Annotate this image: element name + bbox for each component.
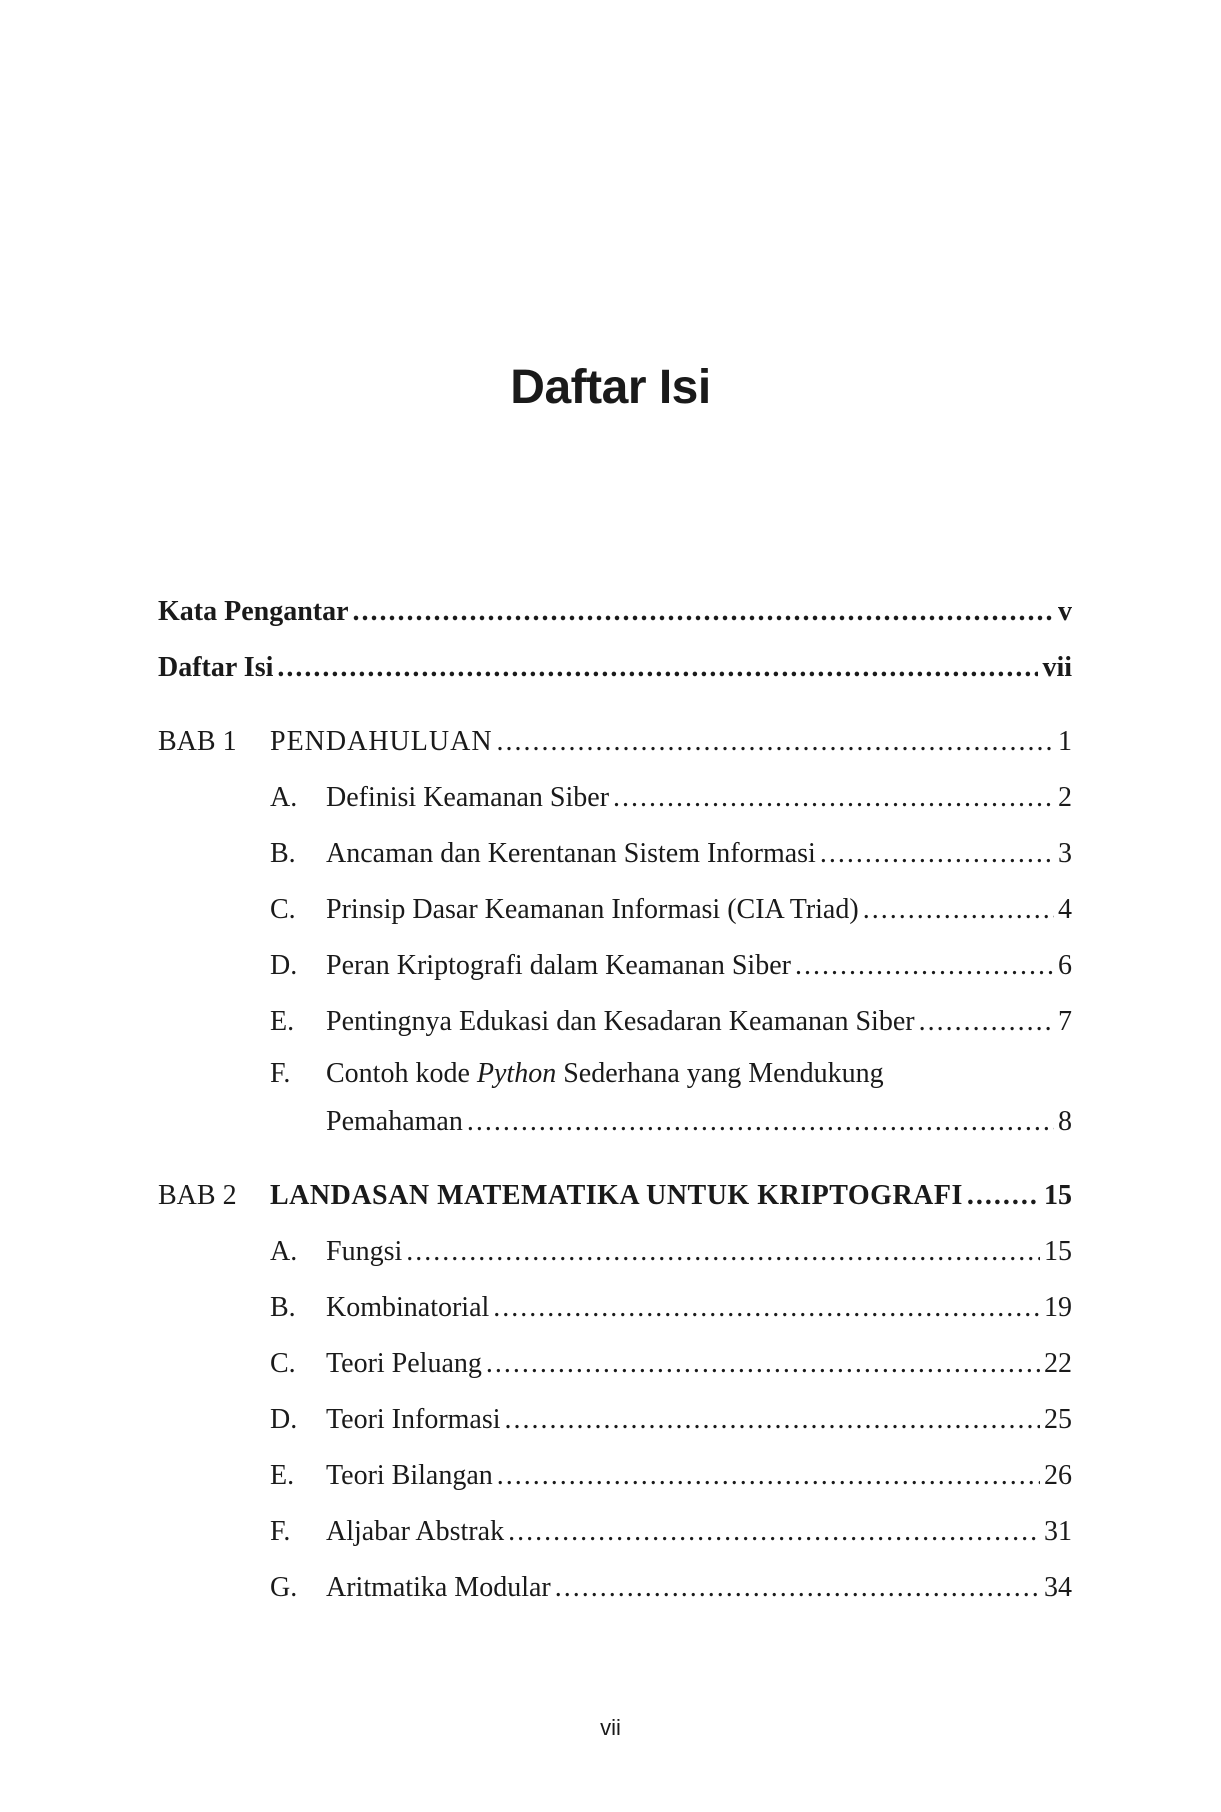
toc-section[interactable] xyxy=(158,1448,1072,1504)
section-label: Aritmatika Modular xyxy=(326,1572,551,1603)
toc-section-multiline-continuation[interactable] xyxy=(158,1098,1072,1146)
section-label: Peran Kriptografi dalam Keamanan Siber xyxy=(326,950,791,981)
dot-leader xyxy=(406,1224,1040,1280)
section-page: 4 xyxy=(1058,894,1072,925)
section-letter: A. xyxy=(270,782,298,813)
chapter-page: 1 xyxy=(1058,726,1072,757)
toc-section[interactable] xyxy=(158,1560,1072,1616)
chapter-number: BAB 1 xyxy=(158,726,237,757)
page-number: vii xyxy=(600,1715,621,1740)
toc-entry-daftar-isi[interactable] xyxy=(158,640,1072,696)
section-page: 31 xyxy=(1044,1516,1072,1547)
section-label: Kombinatorial xyxy=(326,1292,490,1323)
section-page: 19 xyxy=(1044,1292,1072,1323)
section-label: Aljabar Abstrak xyxy=(326,1516,505,1547)
dot-leader xyxy=(508,1504,1040,1560)
section-letter: F. xyxy=(270,1516,291,1547)
toc-section[interactable] xyxy=(158,994,1072,1050)
section-letter: E. xyxy=(270,1006,295,1037)
table-of-contents xyxy=(158,584,1072,1616)
section-page: 22 xyxy=(1044,1348,1072,1379)
section-letter: G. xyxy=(270,1572,298,1603)
dot-leader xyxy=(353,584,1054,640)
section-letter: A. xyxy=(270,1236,298,1267)
section-letter: B. xyxy=(270,1292,296,1323)
chapter-page: 15 xyxy=(1044,1180,1072,1211)
section-letter: C. xyxy=(270,894,296,925)
dot-leader xyxy=(613,770,1054,826)
section-page: 25 xyxy=(1044,1404,1072,1435)
section-letter: C. xyxy=(270,1348,296,1379)
dot-leader xyxy=(486,1336,1040,1392)
dot-leader xyxy=(277,640,1038,696)
toc-chapter-1[interactable] xyxy=(158,714,1072,770)
dot-leader xyxy=(497,1448,1040,1504)
toc-section[interactable] xyxy=(158,938,1072,994)
toc-section[interactable] xyxy=(158,1280,1072,1336)
italic-term: Python xyxy=(476,1058,557,1089)
chapter-title: LANDASAN MATEMATIKA UNTUK KRIPTOGRAFI xyxy=(270,1180,963,1211)
section-page: 26 xyxy=(1044,1460,1072,1491)
dot-leader xyxy=(820,826,1054,882)
chapter-title: PENDAHULUAN xyxy=(270,726,493,757)
dot-leader xyxy=(467,1098,1054,1146)
section-page: 2 xyxy=(1058,782,1072,813)
dot-leader xyxy=(505,1392,1040,1448)
toc-entry-kata-pengantar[interactable] xyxy=(158,584,1072,640)
section-page: 7 xyxy=(1058,1006,1072,1037)
toc-section[interactable] xyxy=(158,1392,1072,1448)
section-label: Contoh kode Python Sederhana yang Mendukung xyxy=(326,1058,884,1089)
section-label: Ancaman dan Kerentanan Sistem Informasi xyxy=(326,838,816,869)
dot-leader xyxy=(863,882,1054,938)
chapter-number: BAB 2 xyxy=(158,1180,237,1211)
dot-leader xyxy=(493,1280,1040,1336)
dot-leader xyxy=(919,994,1054,1050)
toc-entry-label: Kata Pengantar xyxy=(158,596,349,627)
section-label: Definisi Keamanan Siber xyxy=(326,782,610,813)
toc-entry-page: vii xyxy=(1042,652,1072,683)
section-label: Prinsip Dasar Keamanan Informasi (CIA Triad) xyxy=(326,894,859,925)
section-page: 34 xyxy=(1044,1572,1072,1603)
toc-chapter-2[interactable] xyxy=(158,1168,1072,1224)
section-letter: D. xyxy=(270,1404,298,1435)
toc-section[interactable] xyxy=(158,770,1072,826)
section-page: 3 xyxy=(1058,838,1072,869)
section-letter: E. xyxy=(270,1460,295,1491)
dot-leader xyxy=(795,938,1054,994)
toc-section[interactable] xyxy=(158,882,1072,938)
toc-section[interactable] xyxy=(158,1336,1072,1392)
toc-section[interactable] xyxy=(158,1504,1072,1560)
section-label: Fungsi xyxy=(326,1236,403,1267)
section-letter: F. xyxy=(270,1058,291,1089)
section-letter: B. xyxy=(270,838,296,869)
section-label: Pentingnya Edukasi dan Kesadaran Keamanan Siber xyxy=(326,1006,915,1037)
toc-entry-page: v xyxy=(1058,596,1072,627)
section-page: 15 xyxy=(1044,1236,1072,1267)
section-label-continued: Pemahaman xyxy=(326,1106,463,1137)
toc-section[interactable] xyxy=(158,826,1072,882)
section-page: 6 xyxy=(1058,950,1072,981)
toc-section[interactable] xyxy=(158,1224,1072,1280)
section-label: Teori Peluang xyxy=(326,1348,482,1379)
toc-entry-label: Daftar Isi xyxy=(158,652,274,683)
section-page: 8 xyxy=(1058,1106,1072,1137)
section-label: Teori Bilangan xyxy=(326,1460,493,1491)
section-label: Teori Informasi xyxy=(326,1404,501,1435)
dot-leader xyxy=(497,714,1054,770)
dot-leader xyxy=(555,1560,1040,1616)
section-letter: D. xyxy=(270,950,298,981)
page-title: Daftar Isi xyxy=(510,361,711,414)
toc-section-multiline-first[interactable] xyxy=(158,1050,1072,1098)
dot-leader xyxy=(967,1168,1040,1224)
